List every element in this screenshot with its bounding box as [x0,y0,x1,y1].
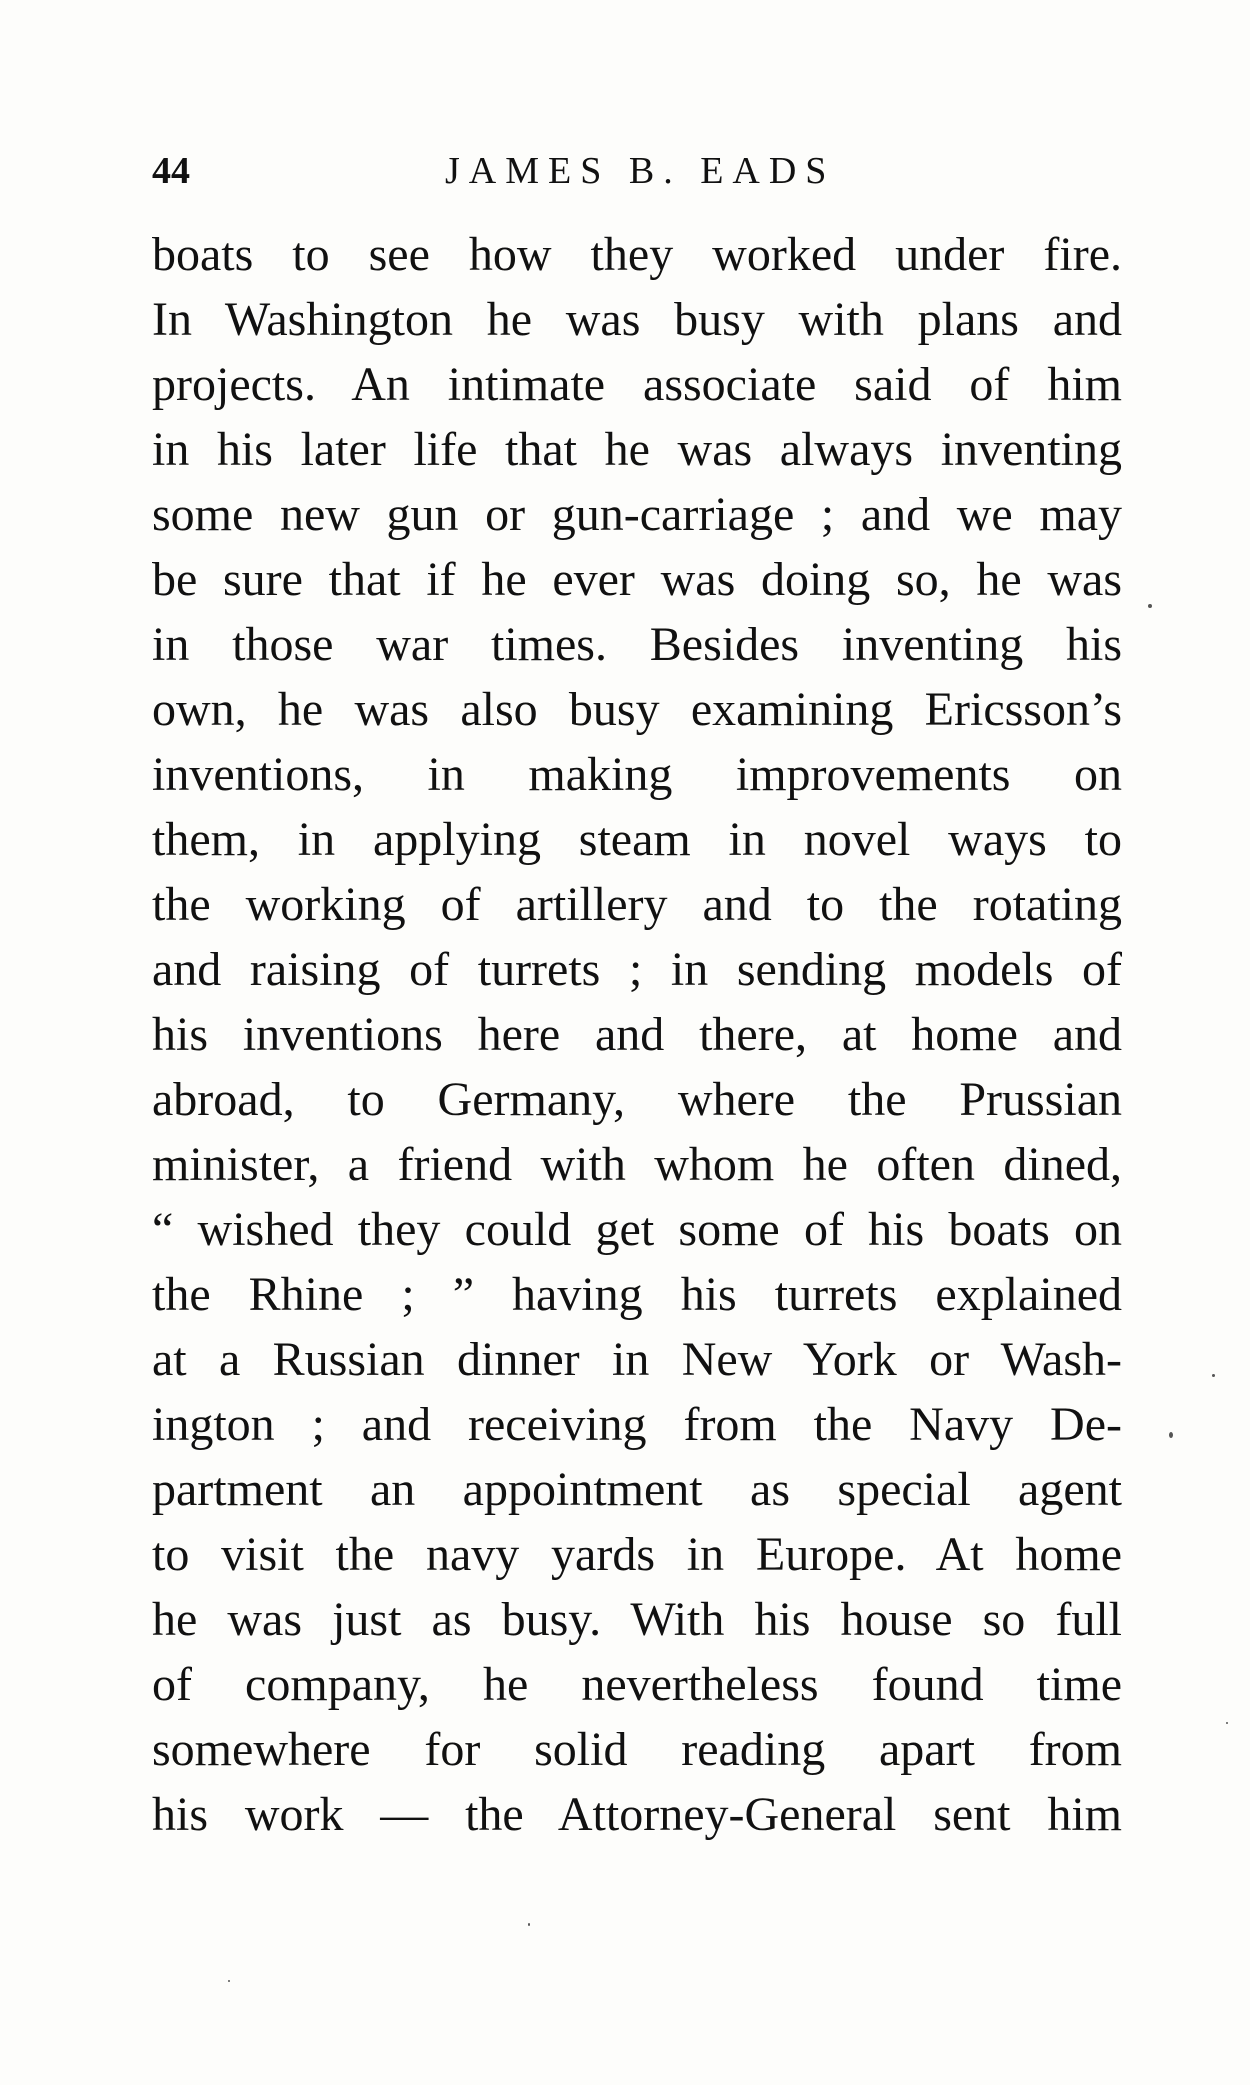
running-head [152,146,1122,196]
ink-speck [1148,604,1152,608]
text-line: his inventions here and there, at home and [152,1008,1122,1061]
text-line: abroad, to Germany, where the Prussian [152,1073,1122,1126]
text-line: boats to see how they worked under fire. [152,228,1122,281]
running-title: JAMES B. EADS [445,150,836,192]
text-line: to visit the navy yards in Europe. At home [152,1528,1122,1581]
text-line: them, in applying steam in novel ways to [152,813,1122,866]
scan-artifact [1206,0,1242,60]
text-line: at a Russian dinner in New York or Wash- [152,1333,1122,1386]
body-text [152,222,1122,1847]
text-line: some new gun or gun-carriage ; and we may [152,488,1122,541]
text-line: inventions, in making improvements on [152,748,1122,801]
text-line: his work — the Attorney-General sent him [152,1788,1122,1841]
text-line: be sure that if he ever was doing so, he was [152,553,1122,606]
text-line: minister, a friend with whom he often dined, [152,1138,1122,1191]
text-line: projects. An intimate associate said of him [152,358,1122,411]
text-line: In Washington he was busy with plans and [152,293,1122,346]
text-line: the Rhine ; ” having his turrets explained [152,1268,1122,1321]
text-line: “ wished they could get some of his boats on [152,1203,1122,1256]
text-line: and raising of turrets ; in sending models of [152,943,1122,996]
text-line: in his later life that he was always inventing [152,423,1122,476]
ink-speck [1226,1722,1228,1724]
text-line: he was just as busy. With his house so full [152,1593,1122,1646]
ink-speck [1212,1374,1215,1377]
text-line: of company, he nevertheless found time [152,1658,1122,1711]
text-line: ington ; and receiving from the Navy De- [152,1398,1122,1451]
text-line: the working of artillery and to the rotating [152,878,1122,931]
text-line: somewhere for solid reading apart from [152,1723,1122,1776]
page-number: 44 [152,150,190,192]
text-line: in those war times. Besides inventing his [152,618,1122,671]
text-line: partment an appointment as special agent [152,1463,1122,1516]
text-line: own, he was also busy examining Ericsson’s [152,683,1122,736]
ink-speck [528,1923,530,1926]
ink-speck [228,1980,230,1982]
ink-speck [1169,1432,1173,1438]
